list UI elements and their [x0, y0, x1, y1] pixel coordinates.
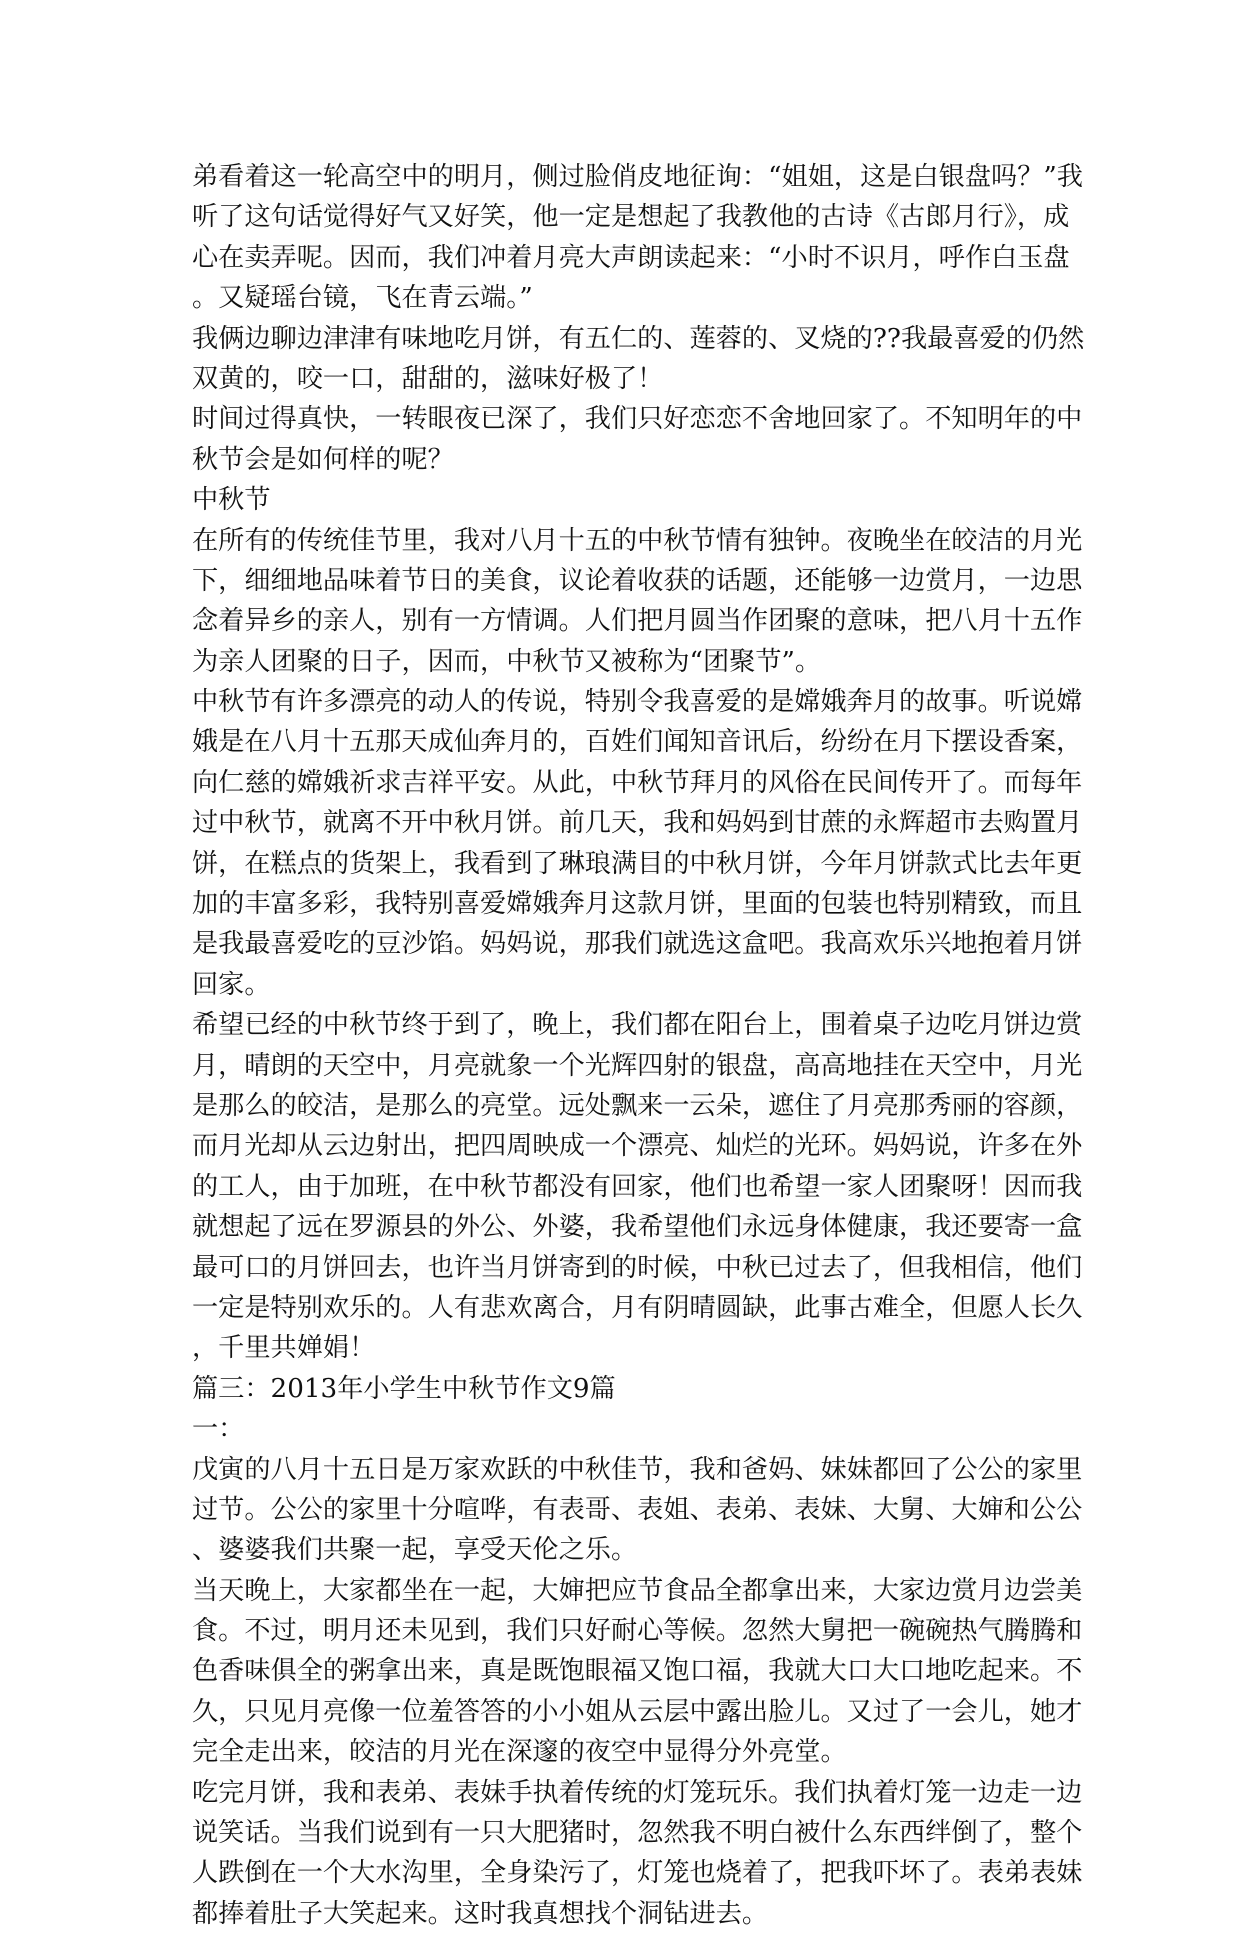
- text-line: 食。不过，明月还未见到，我们只好耐心等候。忽然大舅把一碗碗热气腾腾和: [192, 1616, 1083, 1647]
- text-line: 向仁慈的嫦娥祈求吉祥平安。从此，中秋节拜月的风俗在民间传开了。而每年: [192, 767, 1083, 798]
- subsection-heading: 一：: [192, 1414, 245, 1445]
- text-line: 双黄的，咬一口，甜甜的，滋味好极了！: [192, 363, 664, 394]
- text-line: 过节。公公的家里十分喧哗，有表哥、表姐、表弟、表妹、大舅、大婶和公公: [192, 1494, 1083, 1525]
- document-page: [192, 157, 1085, 1934]
- text-line: 最可口的月饼回去，也许当月饼寄到的时候，中秋已过去了，但我相信，他们: [192, 1252, 1083, 1283]
- text-line: 在所有的传统佳节里，我对八月十五的中秋节情有独钟。夜晚坐在皎洁的月光: [192, 525, 1083, 556]
- text-line: 当天晚上，大家都坐在一起，大婶把应节食品全都拿出来，大家边赏月边尝美: [192, 1575, 1083, 1606]
- text-line: 一定是特别欢乐的。人有悲欢离合，月有阴晴圆缺，此事古难全，但愿人长久: [192, 1292, 1083, 1323]
- text-line: 我俩边聊边津津有味地吃月饼，有五仁的、莲蓉的、叉烧的??我最喜爱的仍然: [192, 323, 1085, 354]
- text-line: 念着异乡的亲人，别有一方情调。人们把月圆当作团聚的意味，把八月十五作: [192, 606, 1083, 637]
- text-line: 吃完月饼，我和表弟、表妹手执着传统的灯笼玩乐。我们执着灯笼一边走一边: [192, 1777, 1083, 1808]
- text-line: 过中秋节，就离不开中秋月饼。前几天，我和妈妈到甘蔗的永辉超市去购置月: [192, 808, 1083, 839]
- text-line: 月，晴朗的天空中，月亮就象一个光辉四射的银盘，高高地挂在天空中，月光: [192, 1050, 1083, 1081]
- text-line: 心在卖弄呢。因而，我们冲着月亮大声朗读起来：“小时不识月，呼作白玉盘: [192, 242, 1070, 273]
- text-line: 娥是在八月十五那天成仙奔月的，百姓们闻知音讯后，纷纷在月下摆设香案，: [192, 727, 1083, 758]
- text-line: 就想起了远在罗源县的外公、外婆，我希望他们永远身体健康，我还要寄一盒: [192, 1212, 1083, 1243]
- text-line: 为亲人团聚的日子，因而，中秋节又被称为“团聚节”。: [192, 646, 822, 677]
- text-line: 人跌倒在一个大水沟里，全身染污了，灯笼也烧着了，把我吓坏了。表弟表妹: [192, 1858, 1083, 1889]
- text-line: 饼，在糕点的货架上，我看到了琳琅满目的中秋月饼，今年月饼款式比去年更: [192, 848, 1083, 879]
- text-line: ，千里共婵娟！: [192, 1333, 376, 1364]
- text-line: 。又疑瑶台镜，飞在青云端。”: [192, 283, 533, 314]
- text-line: 说笑话。当我们说到有一只大肥猪时，忽然我不明白被什么东西绊倒了，整个: [192, 1818, 1083, 1849]
- text-line: 弟看着这一轮高空中的明月，侧过脸俏皮地征询：“姐姐，这是白银盘吗？”我: [192, 162, 1083, 192]
- text-line: 希望已经的中秋节终于到了，晚上，我们都在阳台上，围着桌子边吃月饼边赏: [192, 1010, 1083, 1041]
- text-line: 而月光却从云边射出，把四周映成一个漂亮、灿烂的光环。妈妈说，许多在外: [192, 1131, 1083, 1162]
- text-line: 是我最喜爱吃的豆沙馅。妈妈说，那我们就选这盒吧。我高欢乐兴地抱着月饼: [192, 929, 1083, 960]
- text-line: 是那么的皎洁，是那么的亮堂。远处飘来一云朵，遮住了月亮那秀丽的容颜，: [192, 1090, 1083, 1121]
- text-line: 、婆婆我们共聚一起，享受天伦之乐。: [192, 1535, 638, 1566]
- text-line: 的工人，由于加班，在中秋节都没有回家，他们也希望一家人团聚呀！因而我: [192, 1171, 1083, 1202]
- text-line: 戊寅的八月十五日是万家欢跃的中秋佳节，我和爸妈、妹妹都回了公公的家里: [192, 1454, 1083, 1485]
- text-line: 时间过得真快，一转眼夜已深了，我们只好恋恋不舍地回家了。不知明年的中: [192, 404, 1083, 435]
- text-line: 完全走出来，皎洁的月光在深邃的夜空中显得分外亮堂。: [192, 1737, 847, 1768]
- text-line: 下，细细地品味着节日的美食，议论着收获的话题，还能够一边赏月，一边思: [192, 565, 1083, 596]
- text-line: 久，只见月亮像一位羞答答的小小姐从云层中露出脸儿。又过了一会儿，她才: [192, 1696, 1083, 1727]
- text-line: 都捧着肚子大笑起来。这时我真想找个洞钻进去。: [192, 1898, 769, 1929]
- text-line: 加的丰富多彩，我特别喜爱嫦娥奔月这款月饼，里面的包装也特别精致，而且: [192, 889, 1083, 920]
- text-line: 秋节会是如何样的呢？: [192, 444, 454, 475]
- section-heading: 篇三：2013年小学生中秋节作文9篇: [192, 1373, 616, 1404]
- text-line: 色香味俱全的粥拿出来，真是既饱眼福又饱口福，我就大口大口地吃起来。不: [192, 1656, 1083, 1687]
- text-line: 中秋节有许多漂亮的动人的传说，特别令我喜爱的是嫦娥奔月的故事。听说嫦: [192, 687, 1083, 718]
- section-heading: 中秋节: [192, 485, 271, 516]
- text-line: 听了这句话觉得好气又好笑，他一定是想起了我教他的古诗《古郎月行》，成: [192, 202, 1070, 233]
- text-line: 回家。: [192, 969, 271, 1000]
